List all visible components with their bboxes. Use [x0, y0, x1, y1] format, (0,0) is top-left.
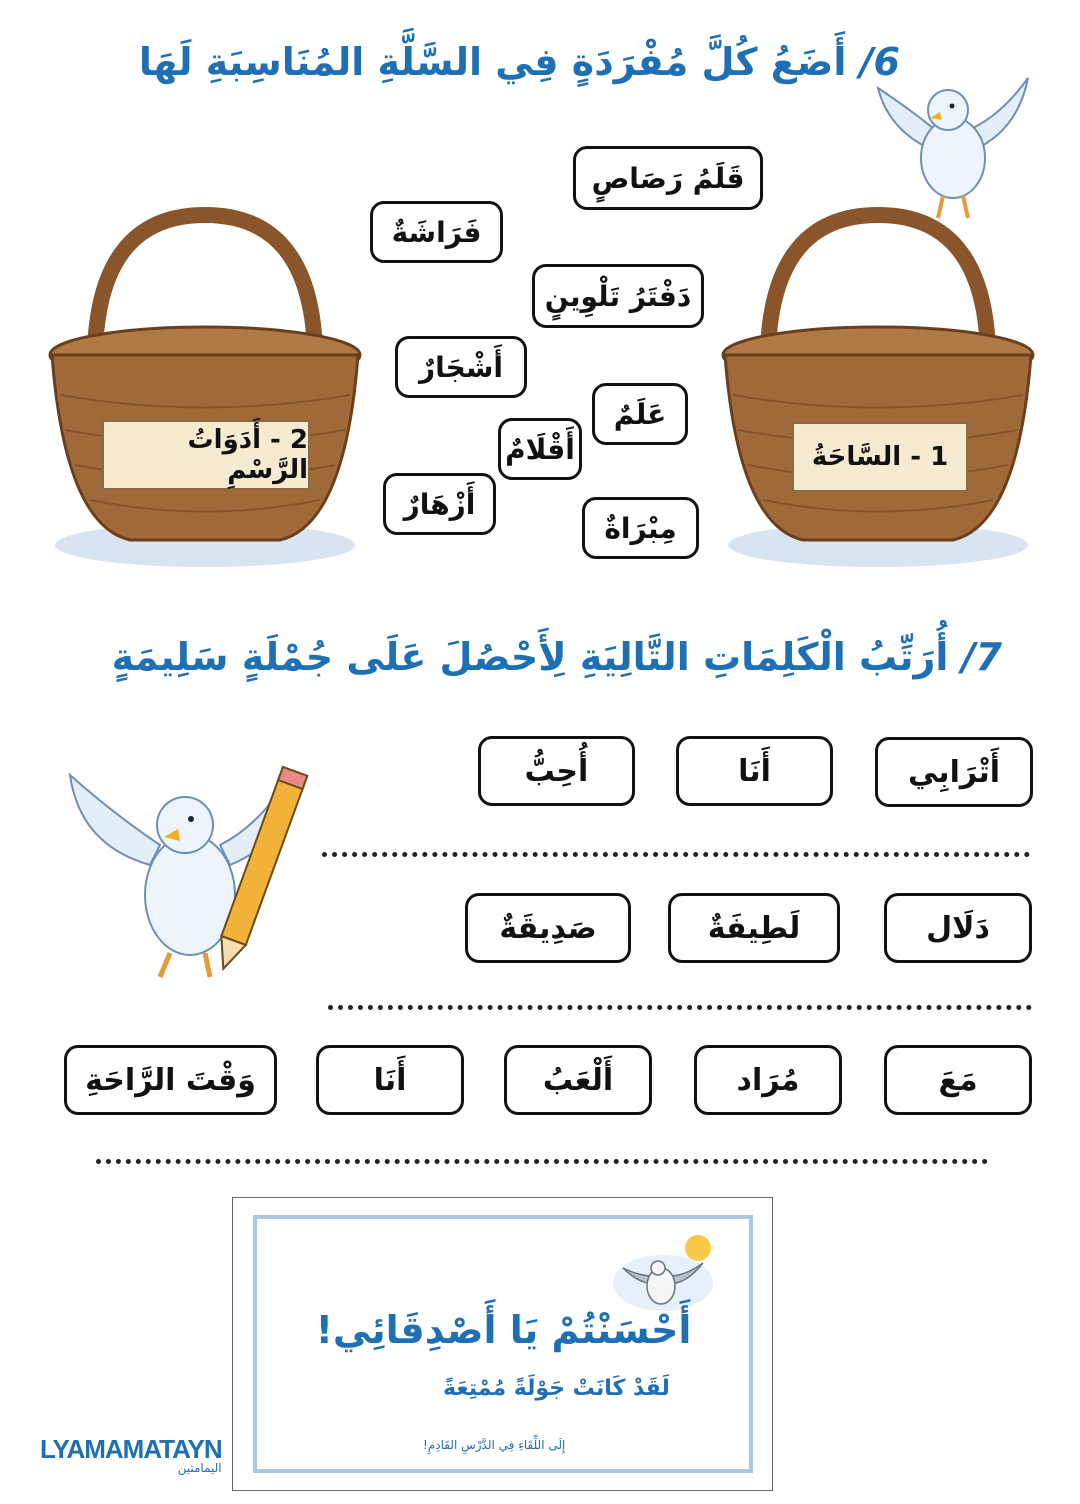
word-card-flowers[interactable]: أَزْهَارٌ	[383, 473, 496, 535]
brand-logo-text: LYAMAMATAYN	[40, 1434, 222, 1464]
basket-playground	[713, 205, 1043, 575]
word-tile-row1-2[interactable]: أَنَا	[676, 736, 833, 806]
word-tile-row3-2[interactable]: مُرَاد	[694, 1045, 842, 1115]
answer-line-row2[interactable]	[328, 1005, 1032, 1010]
dove-illustration-top	[868, 68, 1038, 228]
word-card-sharpener[interactable]: مِبْرَاةٌ	[582, 497, 699, 559]
brand-logo	[40, 1434, 222, 1475]
word-tile-row2-2[interactable]: لَطِيفَةٌ	[668, 893, 840, 963]
word-tile-row3-1[interactable]: مَعَ	[884, 1045, 1032, 1115]
basket-label-drawing-tools: 2 - أَدَوَاتُ الرَّسْمِ	[102, 420, 310, 490]
exercise-6-instruction: أَضَعُ كُلَّ مُفْرَدَةٍ فِي السَّلَّةِ المُنَاسِبَةِ لَهَا	[138, 40, 847, 84]
basket-drawing-tools	[40, 205, 370, 575]
exercise-7-number: 7/	[961, 635, 1002, 679]
word-tile-row3-4[interactable]: أَنَا	[316, 1045, 464, 1115]
word-card-butterfly[interactable]: فَرَاشَةٌ	[370, 201, 503, 263]
card-headline: أَحْسَنْتُمْ يَا أَصْدِقَائِي!	[315, 1308, 692, 1352]
answer-line-row3[interactable]	[96, 1159, 988, 1164]
card-footer: إِلَى اللِّقَاءِ فِي الدَّرْسِ القَادِمِ!	[423, 1438, 566, 1452]
word-card-flag[interactable]: عَلَمٌ	[592, 383, 688, 445]
word-card-trees[interactable]: أَشْجَارٌ	[395, 336, 527, 398]
basket-label-playground: 1 - السَّاحَةُ	[792, 422, 968, 492]
word-card-pencil[interactable]: قَلَمُ رَصَاصٍ	[573, 146, 763, 210]
card-subline: لَقَدْ كَانَتْ جَوْلَةً مُمْتِعَةً	[443, 1376, 670, 1401]
word-tile-row1-1[interactable]: أَتْرَابِي	[875, 737, 1033, 807]
dove-sun-icon	[603, 1228, 723, 1318]
word-tile-row3-5[interactable]: وَقْتَ الرَّاحَةِ	[64, 1045, 277, 1115]
exercise-6-number: 6/	[859, 40, 900, 84]
exercise-7-instruction: أُرَتِّبُ الْكَلِمَاتِ التَّالِيَةِ لِأَحْصُلَ عَلَى جُمْلَةٍ سَلِيمَةٍ	[111, 635, 949, 679]
word-tile-row2-1[interactable]: دَلَال	[884, 893, 1032, 963]
exercise-7-title	[112, 635, 1002, 679]
brand-logo-arabic: اليمامتين	[177, 1461, 222, 1475]
answer-line-row1[interactable]	[322, 852, 1030, 857]
word-tile-row1-3[interactable]: أُحِبُّ	[478, 736, 635, 806]
exercise-6-title	[139, 40, 900, 84]
word-card-pens[interactable]: أَقْلَامٌ	[498, 418, 582, 480]
dove-with-pencil-illustration	[60, 755, 310, 985]
word-tile-row3-3[interactable]: أَلْعَبُ	[504, 1045, 652, 1115]
congratulations-card	[232, 1197, 773, 1491]
word-tile-row2-3[interactable]: صَدِيقَةٌ	[465, 893, 631, 963]
word-card-coloring-book[interactable]: دَفْتَرُ تَلْوِينٍ	[532, 264, 704, 328]
